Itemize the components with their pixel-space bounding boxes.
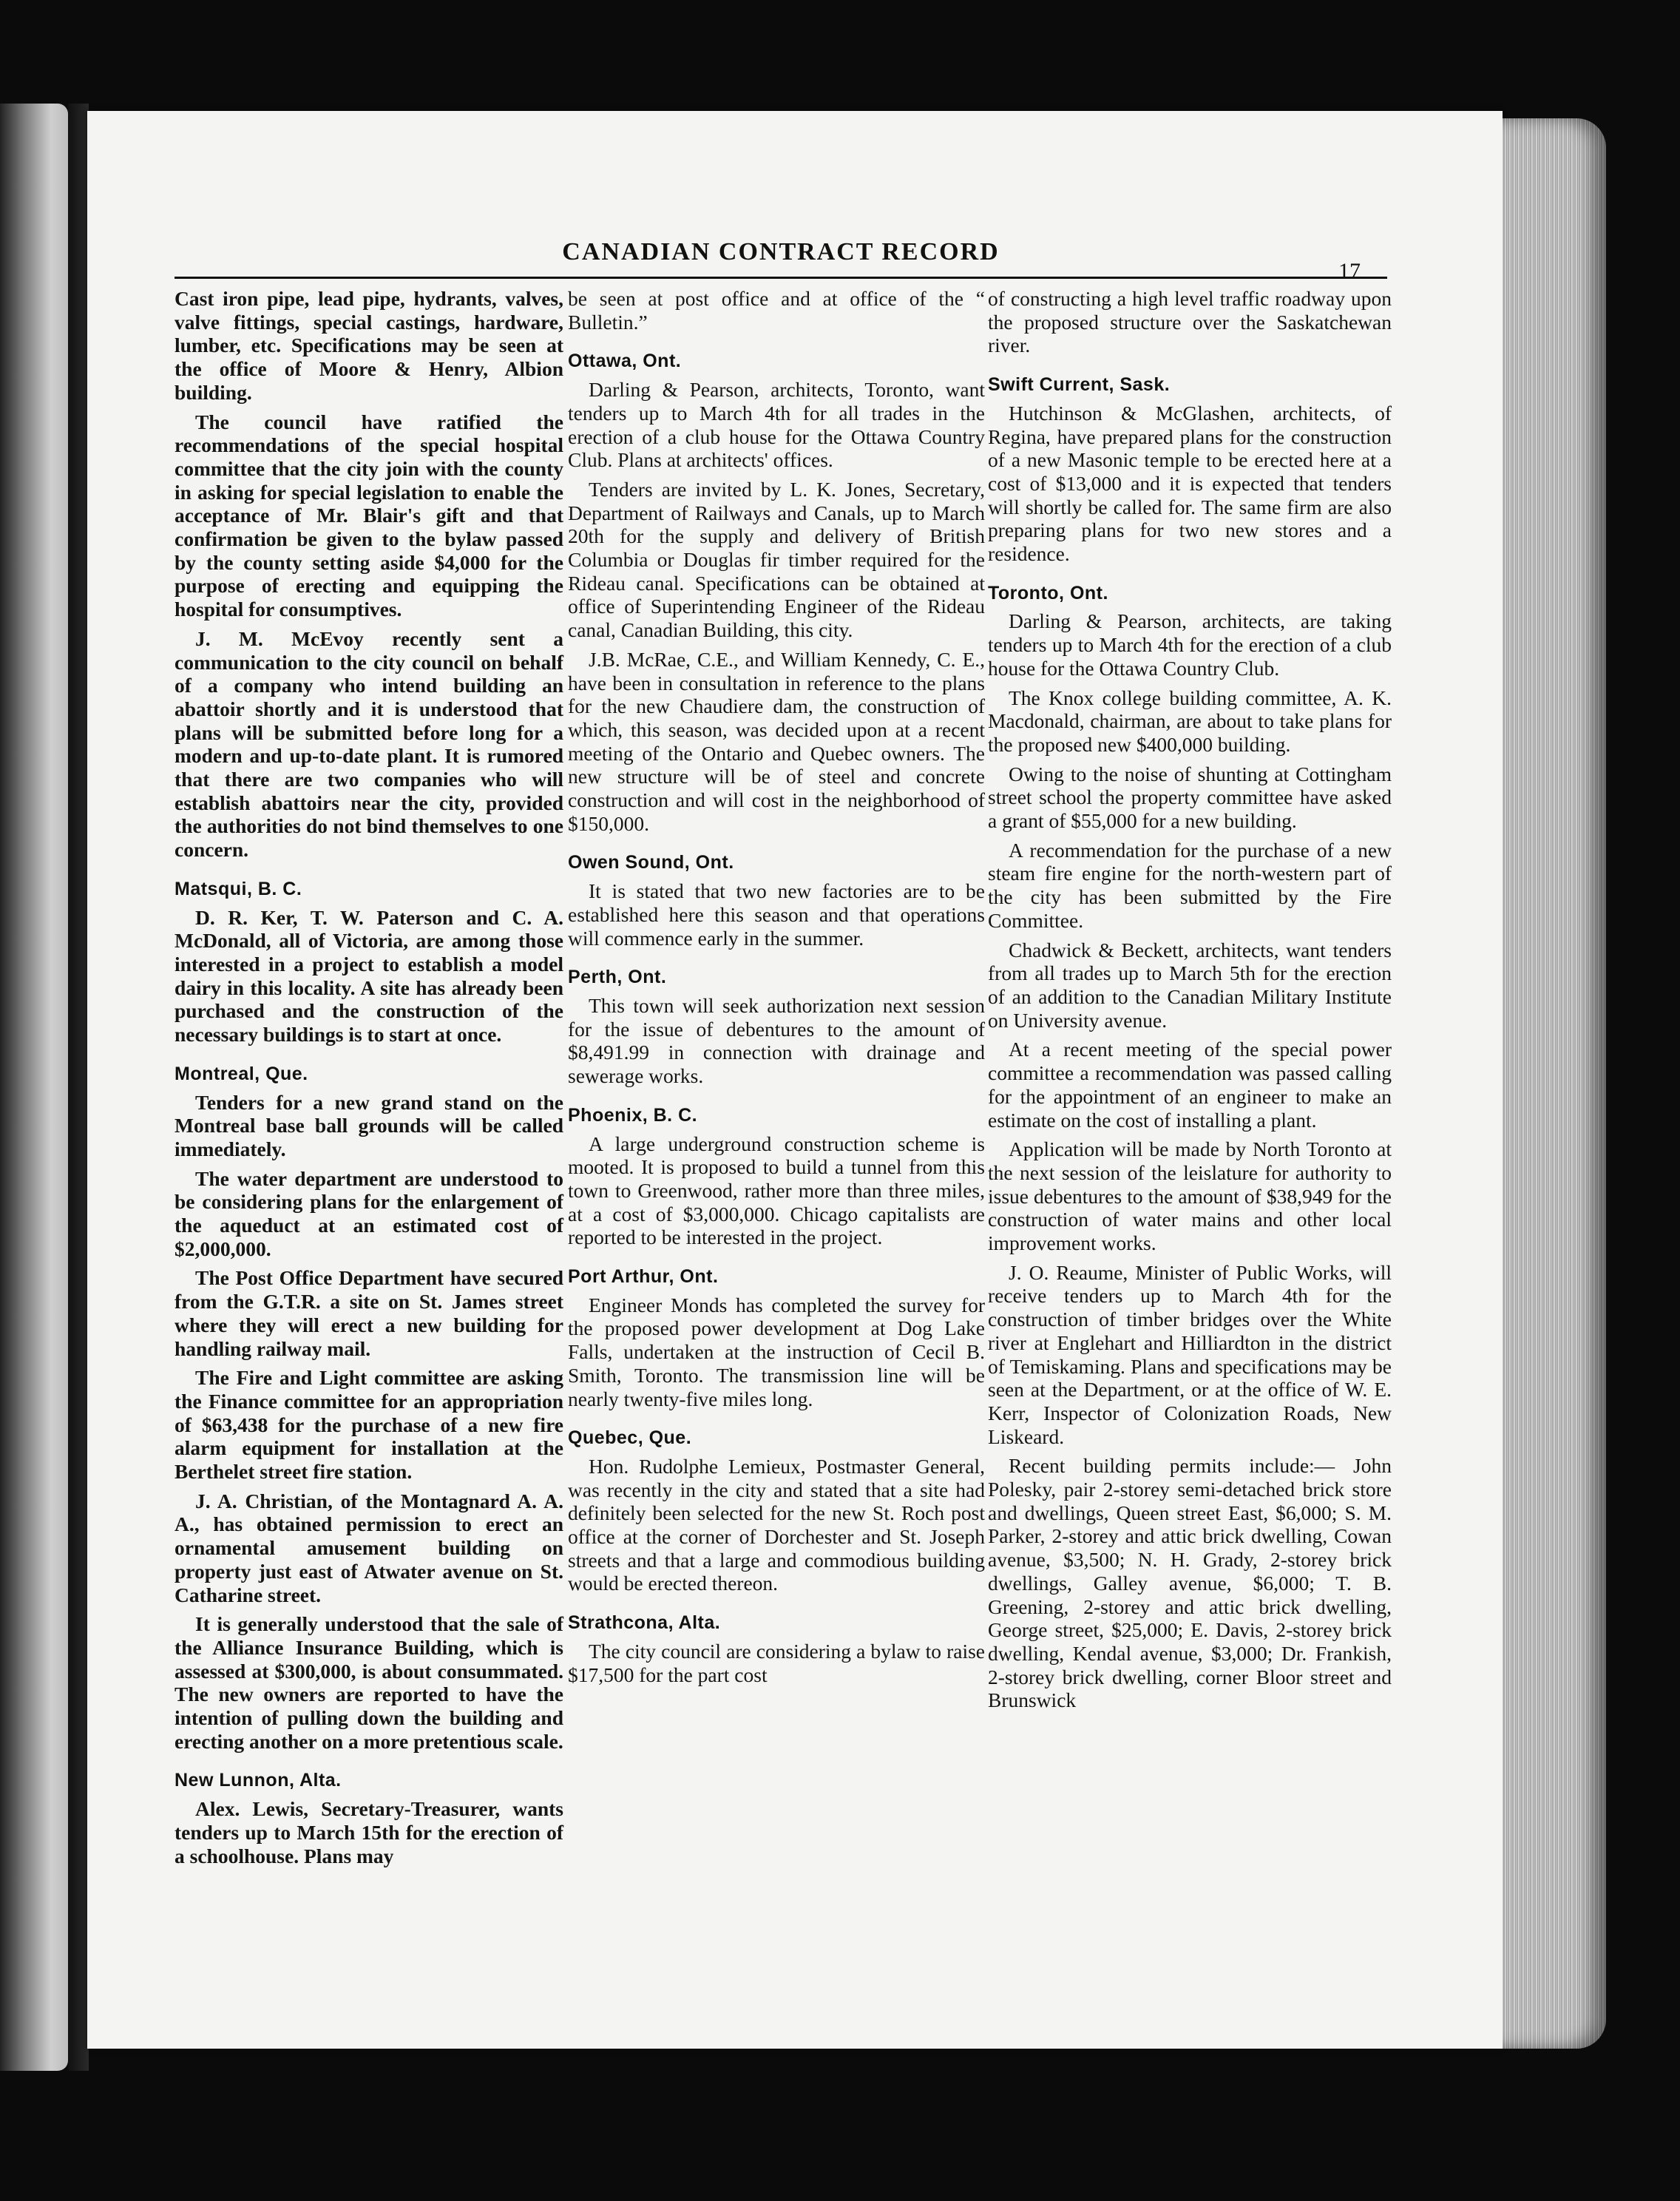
paragraph: Hutchinson & McGlashen, architects, of Regina, have prepared plans for the construction of a new Masonic temple to be erected here at a cost of $13,000 and it is expected that tenders will shortly be called for. The same firm are also preparing plans for two new stores and a residence. <box>988 401 1392 566</box>
paragraph: A large underground construction scheme is mooted. It is proposed to build a tunnel from this town to Greenwood, rather more than three miles, at a cost of $3,000,000. Chicago capitalists are reported to be interested in the project. <box>568 1132 985 1249</box>
paragraph: It is stated that two new factories are to be established here this season and that operations will commence early in the summer. <box>568 879 985 950</box>
paragraph: Cast iron pipe, lead pipe, hydrants, valves, valve fittings, special castings, hardware, lumber, etc. Specifications may be seen at the office of Moore & Henry, Albion building. <box>175 287 563 404</box>
book-page-edges <box>1503 118 1606 2049</box>
paragraph: Hon. Rudolphe Lemieux, Postmaster General, was recently in the city and stated that a site had definitely been selected for the new St. Roch post office at the corner of Dorchester and St. Joseph streets and that a large and commodious building would be erected thereon. <box>568 1454 985 1595</box>
paragraph: Application will be made by North Toronto at the next session of the leislature for authority to issue debentures to the amount of $38,949 for the construction of water mains and other local improvement works. <box>988 1137 1392 1255</box>
paragraph: Darling & Pearson, architects, are taking tenders up to March 4th for the erection of a club house for the Ottawa Country Club. <box>988 609 1392 680</box>
section-heading-phoenix: Phoenix, B. C. <box>568 1104 698 1126</box>
section-heading-matsqui: Matsqui, B. C. <box>175 878 302 899</box>
section-heading-port-arthur: Port Arthur, Ont. <box>568 1266 719 1288</box>
paragraph: D. R. Ker, T. W. Paterson and C. A. McDonald, all of Victoria, are among those interested in a project to establish a model dairy in this locality. A site has already been purchased and the construction of the necessary buildings is to start at once. <box>175 905 563 1047</box>
column-2 <box>568 287 985 1692</box>
section-heading-owen-sound: Owen Sound, Ont. <box>568 852 734 873</box>
paragraph: The Fire and Light committee are asking the Finance committee for an appropriation of $63,438 for the purchase of a new fire alarm equipment for installation at the Berthelet street fire station. <box>175 1366 563 1484</box>
paragraph: J. O. Reaume, Minister of Public Works, will receive tenders up to March 4th for the construction of timber bridges over the White river at Englehart and Hilliardton in the district of Temiskaming. Plans and specifications may be seen at the Department, or at the office of W. E. Kerr, Inspector of Colonization Roads, New Liskeard. <box>988 1260 1392 1448</box>
section-heading-perth: Perth, Ont. <box>568 967 667 988</box>
section-heading-swift-current: Swift Current, Sask. <box>988 374 1171 396</box>
paragraph: The Post Office Department have secured from the G.T.R. a site on St. James street where they will erect a new building for handling railway mail. <box>175 1266 563 1360</box>
column-3 <box>988 287 1392 1718</box>
paragraph: of constructing a high level traffic roadway upon the proposed structure over the Saskatchewan river. <box>988 287 1392 357</box>
paragraph: Alex. Lewis, Secretary-Treasurer, wants tenders up to March 15th for the erection of a schoolhouse. Plans may <box>175 1797 563 1867</box>
column-1 <box>175 287 563 1873</box>
section-heading-quebec: Quebec, Que. <box>568 1427 692 1449</box>
section-heading-new-lunnon: New Lunnon, Alta. <box>175 1770 342 1791</box>
paragraph: Tenders for a new grand stand on the Montreal base ball grounds will be called immediately. <box>175 1090 563 1160</box>
facing-page-edge <box>0 104 68 2071</box>
book-gutter <box>68 104 89 2071</box>
running-header <box>175 238 1387 279</box>
paragraph: This town will seek authorization next session for the issue of debentures to the amount of $8,491.99 in connection with drainage and sewerage works. <box>568 993 985 1088</box>
paragraph: At a recent meeting of the special power committee a recommendation was passed calling for the appointment of an engineer to make an estimate on the cost of installing a plant. <box>988 1038 1392 1132</box>
paragraph: Tenders are invited by L. K. Jones, Secretary, Department of Railways and Canals, up to March 20th for the supply and delivery of British Columbia or Douglas fir timber required for the Rideau canal. Specifications can be obtained at office of Superintending Engineer of the Rideau canal, Canadian Building, this city. <box>568 477 985 642</box>
paragraph: The Knox college building committee, A. K. Macdonald, chairman, are about to take plans for the proposed new $400,000 building. <box>988 686 1392 756</box>
paragraph: The water department are understood to be considering plans for the enlargement of the aqueduct at an estimated cost of $2,000,000. <box>175 1166 563 1260</box>
section-heading-strathcona: Strathcona, Alta. <box>568 1612 721 1634</box>
section-heading-toronto: Toronto, Ont. <box>988 582 1108 604</box>
paragraph: Recent building permits include:— John Polesky, pair 2-storey semi-detached brick store and dwellings, Queen street East, $6,000; S. M. Parker, 2-storey and attic brick dwelling, Cowan avenue, $3,500; N. H. Grady, 2-storey brick dwellings, Galley avenue, $6,000; T. B. Greening, 2-storey and attic brick dwelling, George street, $25,000; E. Davis, 2-storey brick dwelling, Kendal avenue, $3,000; Dr. Frankish, 2-storey brick dwelling, corner Bloor street and Brunswick <box>988 1454 1392 1712</box>
page-number: 17 <box>1338 259 1361 283</box>
running-title: CANADIAN CONTRACT RECORD <box>562 238 1000 266</box>
paragraph: Engineer Monds has completed the survey for the proposed power development at Dog Lake Falls, undertaken at the instruction of Cecil B. Smith, Toronto. The transmission line will be nearly twenty-five miles long. <box>568 1293 985 1410</box>
paragraph: The council have ratified the recommendations of the special hospital committee that the city join with the county in asking for special legislation to enable the acceptance of Mr. Blair's gift and that confirmation be given to the bylaw passed by the county setting aside $4,000 for the purpose of erecting and equipping the hospital for consumptives. <box>175 410 563 621</box>
paragraph: J. A. Christian, of the Montagnard A. A. A., has obtained permission to erect an ornamental amusement building on property just east of Atwater avenue on St. Catharine street. <box>175 1489 563 1606</box>
paragraph: A recommendation for the purchase of a new steam fire engine for the north-western part of the city has been submitted by the Fire Committee. <box>988 838 1392 932</box>
paragraph: J.B. McRae, C.E., and William Kennedy, C. E., have been in consultation in reference to the plans for the new Chaudiere dam, the construction of which, this season, was decided upon at a recent meeting of the Ontario and Quebec owners. The new structure will be of steel and concrete construction and will cost in the neighborhood of $150,000. <box>568 647 985 835</box>
section-heading-ottawa: Ottawa, Ont. <box>568 351 682 372</box>
section-heading-montreal: Montreal, Que. <box>175 1063 308 1084</box>
paragraph: Chadwick & Beckett, architects, want tenders from all trades up to March 5th for the erection of an addition to the Canadian Military Institute on University avenue. <box>988 938 1392 1032</box>
paragraph: be seen at post office and at office of the “ Bulletin.” <box>568 287 985 334</box>
paragraph: The city council are considering a bylaw to raise $17,500 for the part cost <box>568 1639 985 1686</box>
paragraph: Darling & Pearson, architects, Toronto, want tenders up to March 4th for all trades in the erection of a club house for the Ottawa Country Club. Plans at architects' offices. <box>568 378 985 472</box>
paragraph: Owing to the noise of shunting at Cottingham street school the property committee have asked a grant of $55,000 for a new building. <box>988 762 1392 833</box>
paragraph: It is generally understood that the sale of the Alliance Insurance Building, which is assessed at $300,000, is about consummated. The new owners are reported to have the intention of pulling down the building and erecting another on a more pretentious scale. <box>175 1612 563 1753</box>
paragraph: J. M. McEvoy recently sent a communication to the city council on behalf of a company who intend building an abattoir shortly and it is understood that plans will be submitted before long for a modern and up-to-date plant. It is rumored that there are two companies who will establish abattoirs near the city, provided the authorities do not bind themselves to one concern. <box>175 626 563 862</box>
